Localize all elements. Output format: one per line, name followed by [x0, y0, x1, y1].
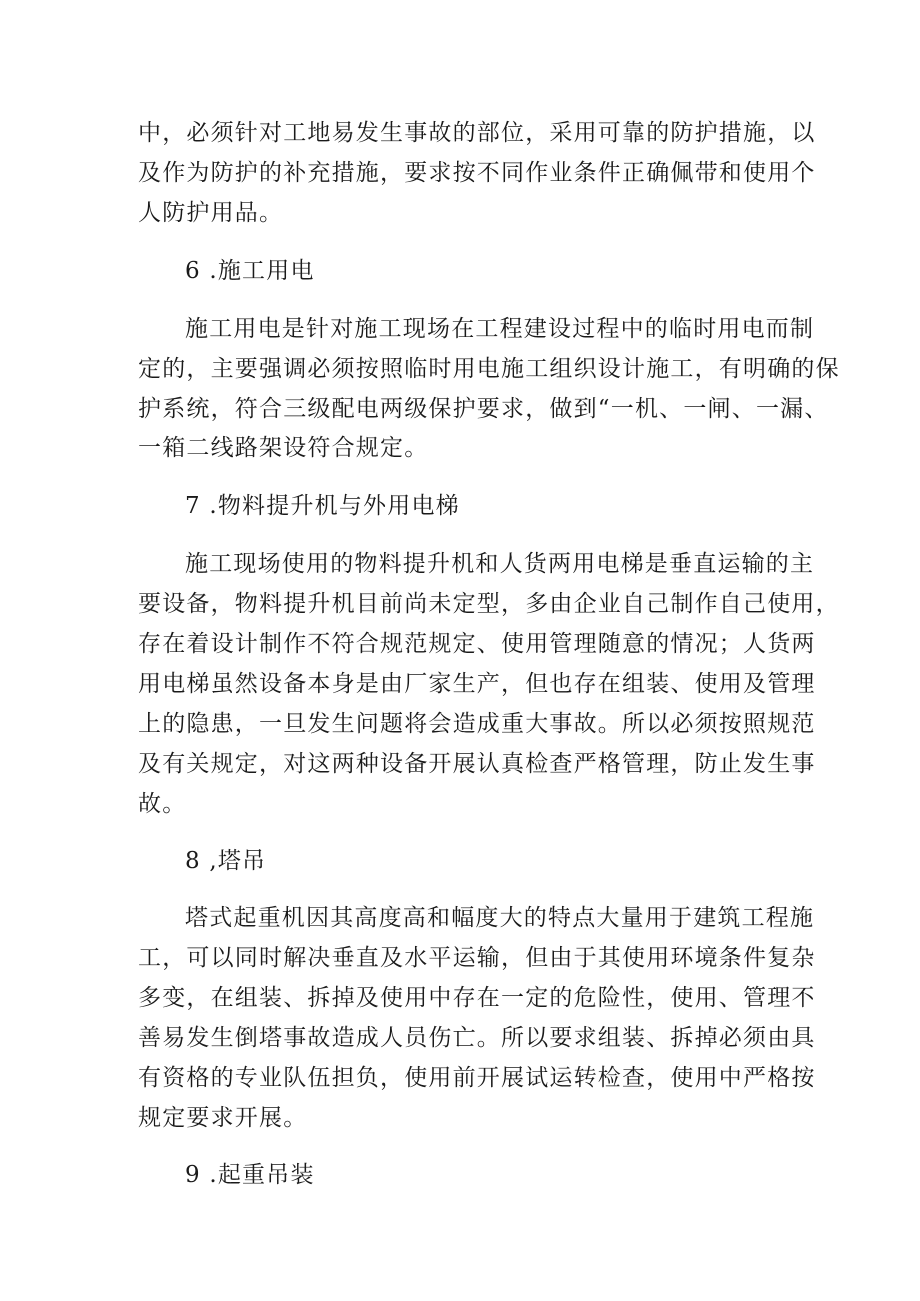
- section-heading-7: 7 .物料提升机与外用电梯: [185, 493, 460, 519]
- paragraph-line: 多变，在组装、拆掉及使用中存在一定的危险性，使用、管理不: [138, 985, 816, 1011]
- paragraph-line: 护系统，符合三级配电两级保护要求，做到“一机、一闸、一漏、: [138, 396, 829, 422]
- paragraph-line: 施工用电是针对施工现场在工程建设过程中的临时用电而制: [185, 316, 815, 342]
- paragraph-line: 定的，主要强调必须按照临时用电施工组织设计施工，有明确的保: [138, 356, 840, 382]
- paragraph-line: 一箱二线路架设符合规定。: [138, 435, 429, 461]
- paragraph-line: 及作为防护的补充措施，要求按不同作业条件正确佩带和使用个: [138, 160, 816, 186]
- paragraph-line: 工，可以同时解决垂直及水平运输，但由于其使用环境条件复杂: [138, 945, 816, 971]
- paragraph-line: 用电梯虽然设备本身是由厂家生产，但也存在组装、使用及管理: [138, 671, 816, 697]
- paragraph-line: 施工现场使用的物料提升机和人货两用电梯是垂直运输的主: [185, 551, 815, 577]
- paragraph-line: 塔式起重机因其高度高和幅度大的特点大量用于建筑工程施: [185, 905, 815, 931]
- paragraph-line: 上的隐患，一旦发生问题将会造成重大事故。所以必须按照规范: [138, 711, 816, 737]
- paragraph-line: 要设备，物料提升机目前尚未定型，多由企业自己制作自己使用，: [138, 591, 840, 617]
- paragraph-line: 中，必须针对工地易发生事故的部位，采用可靠的防护措施，以: [138, 120, 816, 146]
- paragraph-line: 人防护用品。: [138, 200, 284, 226]
- section-heading-9: 9 .起重吊装: [185, 1162, 315, 1188]
- paragraph-line: 善易发生倒塔事故造成人员伤亡。所以要求组装、拆掉必须由具: [138, 1025, 816, 1051]
- paragraph-line: 故。: [138, 791, 187, 817]
- paragraph-line: 及有关规定，对这两种设备开展认真检查严格管理，防止发生事: [138, 751, 816, 777]
- paragraph-line: 有资格的专业队伍担负，使用前开展试运转检查，使用中严格按: [138, 1065, 816, 1091]
- paragraph-line: 存在着设计制作不符合规范规定、使用管理随意的情况；人货两: [138, 631, 816, 657]
- paragraph-line: 规定要求开展。: [138, 1105, 308, 1131]
- section-heading-6: 6 .施工用电: [185, 258, 315, 284]
- section-heading-8: 8 ,塔吊: [185, 848, 267, 874]
